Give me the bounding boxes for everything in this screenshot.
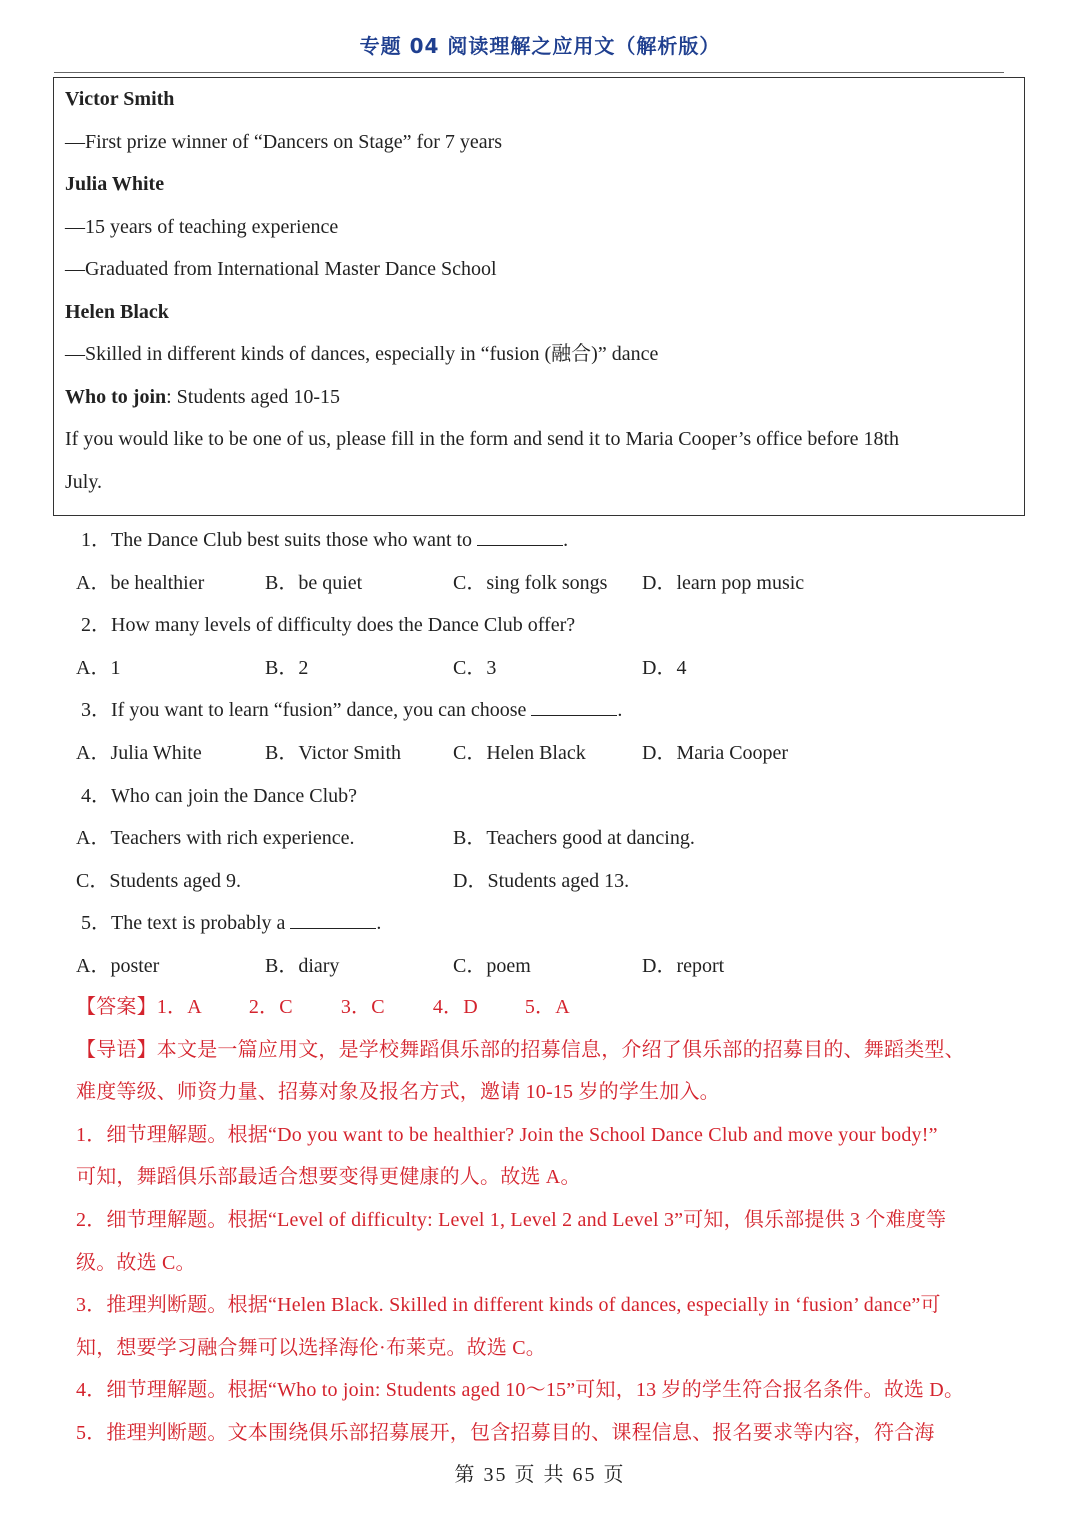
option-d: D．Students aged 13.: [453, 869, 630, 892]
option-c: C．3: [453, 656, 497, 679]
answer-item: 3．C: [340, 996, 385, 1018]
analysis-line: 级。故选 C。: [76, 1251, 196, 1274]
teacher-note: —First prize winner of “Dancers on Stage” for 7 years: [65, 130, 503, 153]
option-b: B．Teachers good at dancing.: [453, 827, 695, 850]
teacher-note: —Graduated from International Master Dance School: [65, 258, 497, 280]
analysis-line: 3．推理判断题。根据“Helen Black. Skilled in different kinds of dances, especially in ‘fusion’ dance”可: [76, 1294, 941, 1317]
page-header-title: 专题 04 阅读理解之应用文（解析版）: [359, 34, 721, 58]
answer-item: 5．A: [524, 996, 570, 1018]
analysis-line: 2．细节理解题。根据“Level of difficulty: Level 1, Level 2 and Level 3”可知，俱乐部提供 3 个难度等: [76, 1208, 947, 1231]
passage-content: [65, 78, 1010, 503]
teacher-name: Victor Smith: [65, 88, 175, 110]
teacher-name: Julia White: [65, 173, 165, 195]
option-a: A．Julia White: [76, 741, 202, 764]
analysis-line: 5．推理判断题。文本围绕俱乐部招募展开，包含招募目的、课程信息、报名要求等内容，符合海: [76, 1421, 935, 1444]
question-list: [76, 519, 1016, 988]
option-b: B．2: [265, 656, 309, 679]
question-text: 3．If you want to learn “fusion” dance, you can choose: [81, 699, 532, 722]
option-c: C．poem: [453, 954, 531, 977]
question-options: [76, 647, 1016, 690]
answer-blank: [290, 910, 376, 929]
question-text-end: .: [376, 912, 382, 935]
analysis-line: 【导语】本文是一篇应用文，是学校舞蹈俱乐部的招募信息，介绍了俱乐部的招募目的、舞蹈类型、: [76, 1038, 965, 1061]
answer-item: 1．A: [156, 996, 202, 1018]
teacher-note: —15 years of teaching experience: [65, 215, 339, 238]
closing-line-2: July.: [65, 470, 103, 493]
option-a: A．Teachers with rich experience.: [76, 827, 355, 850]
option-b: B．Victor Smith: [265, 741, 402, 764]
analysis-line: 1．细节理解题。根据“Do you want to be healthier? Join the School Dance Club and move your body!”: [76, 1123, 938, 1146]
option-c: C．Helen Black: [453, 741, 586, 764]
option-c: C．sing folk songs: [453, 571, 608, 594]
answer-item: 2．C: [248, 996, 293, 1018]
who-to-join: [65, 376, 1010, 419]
option-a: A．1: [76, 656, 121, 679]
analysis-line: 难度等级、师资力量、招募对象及报名方式，邀请 10-15 岁的学生加入。: [76, 1081, 720, 1104]
question-text: 4．Who can join the Dance Club?: [81, 784, 358, 807]
analysis-line: 4．细节理解题。根据“Who to join: Students aged 10～15”可知，13 岁的学生符合报名条件。故选 D。: [76, 1379, 965, 1402]
answer-label: 【答案】: [76, 996, 157, 1018]
analysis-line: 可知，舞蹈俱乐部最适合想要变得更健康的人。故选 A。: [76, 1166, 581, 1189]
option-a: A．be healthier: [76, 571, 205, 594]
who-to-join-label: Who to join: [65, 385, 167, 408]
question-text-end: .: [617, 699, 623, 722]
question-text: 5．The text is probably a: [81, 912, 291, 935]
option-b: B．diary: [265, 954, 340, 977]
question-options: [76, 562, 1016, 605]
teacher-note: —Skilled in different kinds of dances, especially in “fusion (融合)” dance: [65, 343, 659, 365]
question-stem: [76, 775, 1016, 818]
answer-blank: [531, 697, 617, 716]
answer-key-line: [76, 986, 1011, 1029]
option-d: D．report: [642, 954, 725, 977]
answer-analysis: [76, 986, 1011, 1455]
option-d: D．4: [642, 656, 687, 679]
question-stem: [76, 689, 1016, 732]
question-text-end: .: [563, 529, 569, 551]
question-stem: [76, 519, 1016, 562]
question-stem: [76, 604, 1016, 647]
option-a: A．poster: [76, 954, 160, 977]
option-d: D．Maria Cooper: [642, 741, 789, 764]
option-c: C．Students aged 9.: [76, 869, 241, 892]
question-options: [76, 732, 1016, 775]
who-to-join-text: : Students aged 10-15: [166, 385, 340, 408]
option-d: D．learn pop music: [642, 571, 805, 594]
teacher-name: Helen Black: [65, 300, 169, 323]
answer-item: 4．D: [432, 996, 478, 1018]
question-stem: [76, 902, 1016, 945]
page-number: 第 35 页 共 65 页: [454, 1464, 626, 1486]
passage-box: [53, 77, 1025, 516]
option-b: B．be quiet: [265, 571, 363, 594]
header-divider: [54, 72, 1004, 73]
question-options: [76, 860, 1016, 903]
analysis-line: 知，想要学习融合舞可以选择海伦·布莱克。故选 C。: [76, 1336, 546, 1359]
question-options: [76, 817, 1016, 860]
answer-blank: [477, 527, 563, 546]
question-text: 2．How many levels of difficulty does the Dance Club offer?: [81, 614, 576, 637]
question-text: 1．The Dance Club best suits those who want to: [81, 529, 478, 551]
closing-line-1: If you would like to be one of us, please fill in the form and send it to Maria Cooper’s office before 18th: [65, 428, 900, 450]
question-options: [76, 945, 1016, 988]
